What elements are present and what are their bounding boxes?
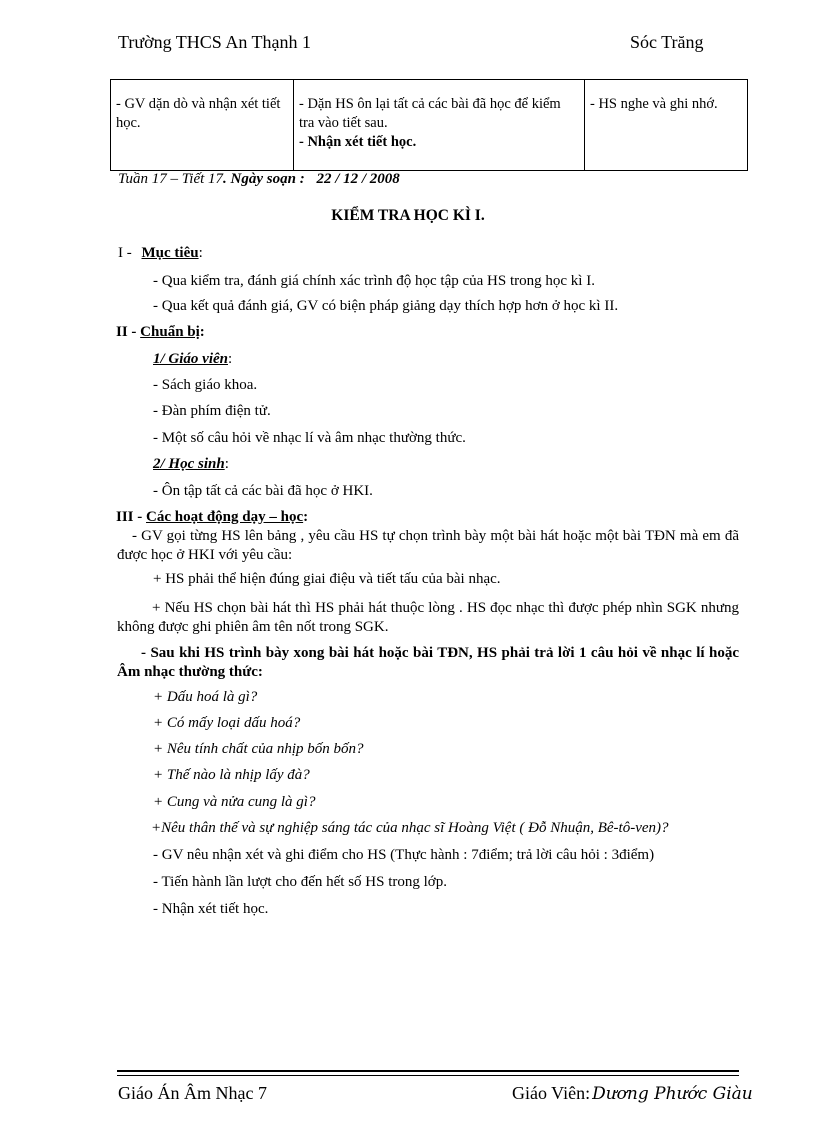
week-label: Tuần 17 – Tiết 17 (118, 171, 224, 187)
subsection-title: 1/ Giáo viên (153, 351, 228, 367)
date-value: 22 / 12 / 2008 (316, 171, 400, 187)
closing-item: - Tiến hành lần lượt cho đến hết số HS trong lớp. (153, 874, 447, 890)
list-item: - Qua kiểm tra, đánh giá chính xác trình độ học tập của HS trong học kì I. (153, 273, 595, 289)
section-number: III - (116, 509, 147, 525)
question-item: +Nêu thân thế và sự nghiệp sáng tác của nhạc sĩ Hoàng Việt ( Đỗ Nhuận, Bê-tô-ven)? (151, 820, 669, 836)
lesson-meta (118, 171, 400, 188)
list-item: - Một số câu hỏi về nhạc lí và âm nhạc thường thức. (153, 430, 466, 446)
section-title: Mục tiêu (141, 245, 199, 261)
question-item: + Dấu hoá là gì? (153, 689, 258, 705)
subsection-teacher-heading: 1/ Giáo viên: (153, 351, 233, 367)
cell-text: - Dặn HS ôn lại tất cả các bài đã học để kiểm tra vào tiết sau. (299, 96, 561, 131)
list-item: - Sách giáo khoa. (153, 377, 258, 393)
footer-teacher (512, 1083, 753, 1104)
section-1-heading: I - Mục tiêu: (118, 245, 203, 261)
table-cell-student (585, 80, 748, 171)
footer-teacher-label: Giáo Viên: (512, 1083, 591, 1103)
section-3-heading: III - Các hoạt động dạy – học: (116, 509, 309, 525)
question-intro: - Sau khi HS trình bày xong bài hát hoặc bài TĐN, HS phải trả lời 1 câu hỏi về nhạc lí hoặc Âm nhạc thường thức: (117, 645, 739, 680)
section-title: Các hoạt động dạy – học (146, 509, 304, 525)
table-cell-content (294, 80, 585, 171)
closing-item: - Nhận xét tiết học. (153, 901, 269, 917)
question-item: + Nêu tính chất của nhịp bốn bốn? (153, 741, 364, 757)
section-2-heading: II - Chuẩn bị: (116, 324, 205, 340)
footer-subject: Giáo Án Âm Nhạc 7 (118, 1083, 267, 1103)
cell-text: - HS nghe và ghi nhớ. (590, 96, 718, 112)
cell-bold-text: - Nhận xét tiết học. (299, 134, 417, 150)
header-province: Sóc Trăng (630, 32, 704, 52)
table-row (111, 80, 748, 171)
list-item: - Đàn phím điện tử. (153, 403, 271, 419)
question-item: + Thế nào là nhịp lấy đà? (153, 767, 310, 783)
page-title: KIỂM TRA HỌC KÌ I. (331, 207, 485, 224)
section-title: Chuẩn bị (140, 324, 200, 340)
footer-divider (117, 1070, 739, 1072)
question-item: + Có mấy loại dấu hoá? (153, 715, 301, 731)
footer-divider-thin (117, 1075, 739, 1076)
table-cell-teacher (111, 80, 294, 171)
list-item: - Qua kết quả đánh giá, GV có biện pháp giảng dạy thích hợp hơn ở học kì II. (153, 298, 619, 314)
cell-text: - GV dặn dò và nhận xét tiết học. (116, 96, 281, 131)
section-number: II - (116, 324, 141, 340)
requirement-item: + HS phải thể hiện đúng giai điệu và tiết tấu của bài nhạc. (153, 571, 501, 587)
subsection-title: 2/ Học sinh (153, 456, 225, 472)
footer-teacher-name: Dương Phước Giàu (592, 1084, 753, 1104)
requirement-item: + Nếu HS chọn bài hát thì HS phải hát thuộc lòng . HS đọc nhạc thì được phép nhìn SGK nhưng không được ghi phiên âm tên nốt trong SGK. (117, 600, 739, 635)
question-item: + Cung và nửa cung là gì? (153, 794, 316, 810)
section-3-intro: - GV gọi từng HS lên bảng , yêu cầu HS tự chọn trình bày một bài hát hoặc một bài TĐN mà em đã được học ở HKI với yêu cầu: (117, 528, 739, 563)
subsection-student-heading: 2/ Học sinh: (153, 456, 229, 472)
activity-table (110, 79, 748, 171)
header-school: Trường THCS An Thạnh 1 (118, 32, 311, 52)
date-label: . Ngày soạn : (223, 171, 305, 187)
closing-item: - GV nêu nhận xét và ghi điểm cho HS (Thực hành : 7điểm; trả lời câu hỏi : 3điểm) (153, 847, 655, 863)
list-item: - Ôn tập tất cả các bài đã học ở HKI. (153, 483, 373, 499)
section-number: I - (118, 245, 136, 261)
